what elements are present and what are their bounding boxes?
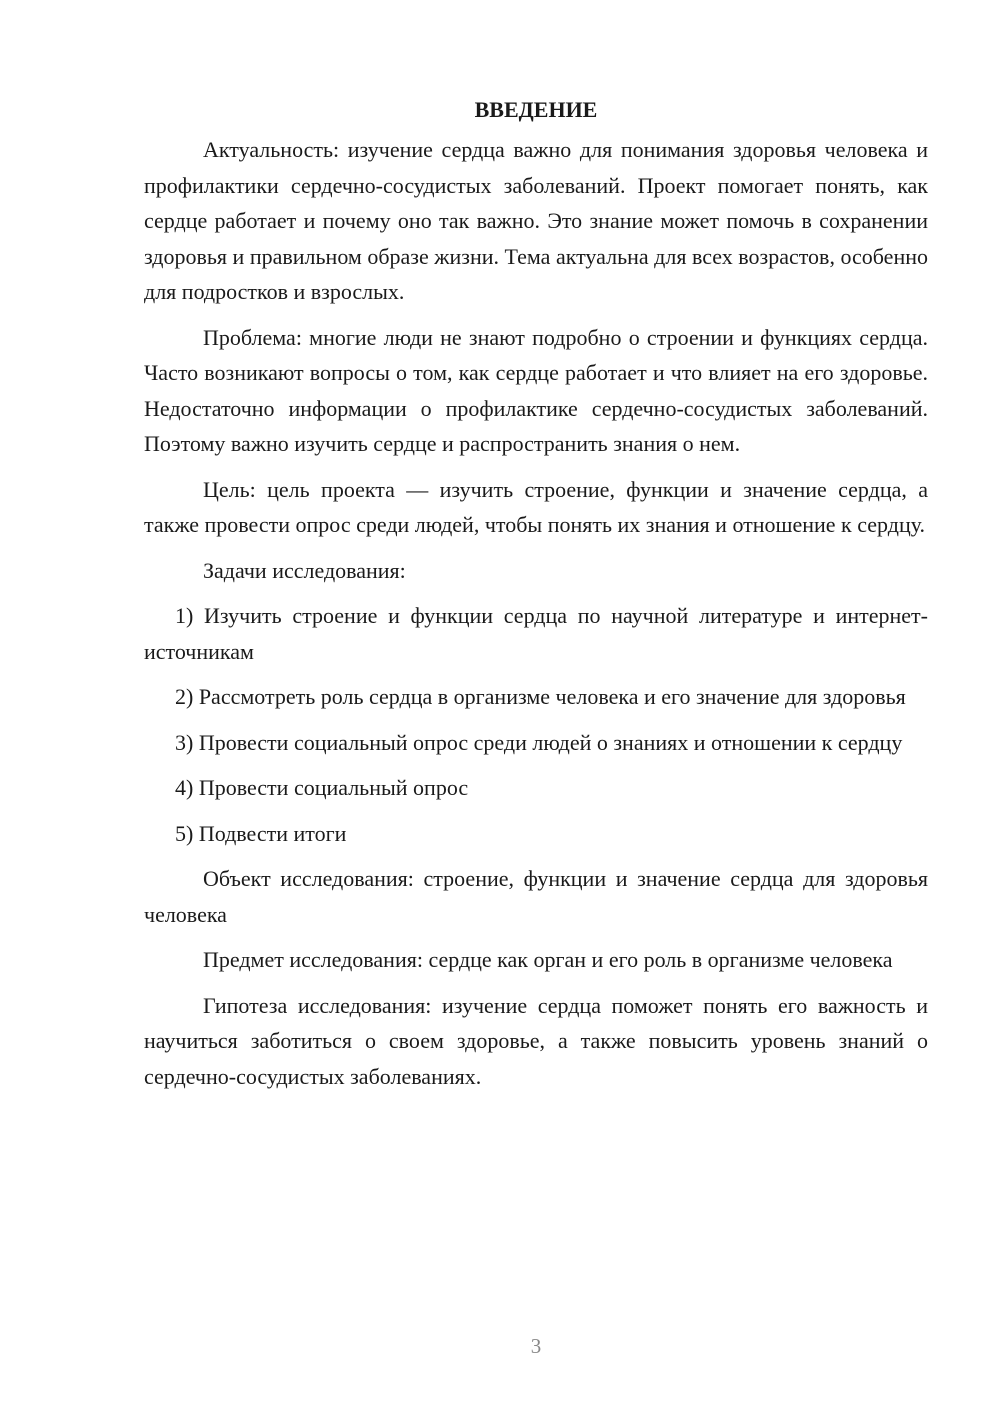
task-item-2: 2) Рассмотреть роль сердца в организме человека и его значение для здоровья <box>175 684 906 709</box>
task-item-4: 4) Провести социальный опрос <box>175 775 469 800</box>
goal-paragraph: Цель: цель проекта — изучить строение, функции и значение сердца, а также провести опрос среди людей, чтобы понять их знания и отношение к сердцу. <box>144 476 928 537</box>
page-number: 3 <box>530 1334 542 1358</box>
problem-paragraph: Проблема: многие люди не знают подробно о строении и функциях сердца. Часто возникают вопросы о том, как сердце работает и что влияет на его здоровье. Недостаточно информации о профилактике сердечно-сосудистых заболеваний. Поэтому важно изучить сердце и распространить знания о нем. <box>144 324 928 456</box>
task-item-1: 1) Изучить строение и функции сердца по научной литературе и интернет-источникам <box>144 603 928 664</box>
task-item-3: 3) Провести социальный опрос среди людей о знаниях и отношении к сердцу <box>175 729 903 755</box>
page-body <box>144 92 928 1094</box>
object-paragraph: Объект исследования: строение, функции и значение сердца для здоровья человека <box>144 866 928 927</box>
task-item-5: 5) Подвести итоги <box>175 820 347 846</box>
section-heading: ВВЕДЕНИЕ <box>474 97 598 122</box>
tasks-title: Задачи исследования: <box>203 557 406 583</box>
relevance-paragraph: Актуальность: изучение сердца важно для понимания здоровья человека и профилактики сердечно-сосудистых заболеваний. Проект помогает понять, как сердце работает и почему оно так важно. Это знание может помочь в сохранении здоровья и правильном образе жизни. Тема актуальна для всех возрастов, особенно для подростков и взрослых. <box>144 137 928 304</box>
subject-paragraph: Предмет исследования: сердце как орган и его роль в организме человека <box>203 947 893 972</box>
hypothesis-paragraph: Гипотеза исследования: изучение сердца поможет понять его важность и научиться заботиться о своем здоровье, а также повысить уровень знаний о сердечно-сосудистых заболеваниях. <box>144 992 928 1089</box>
